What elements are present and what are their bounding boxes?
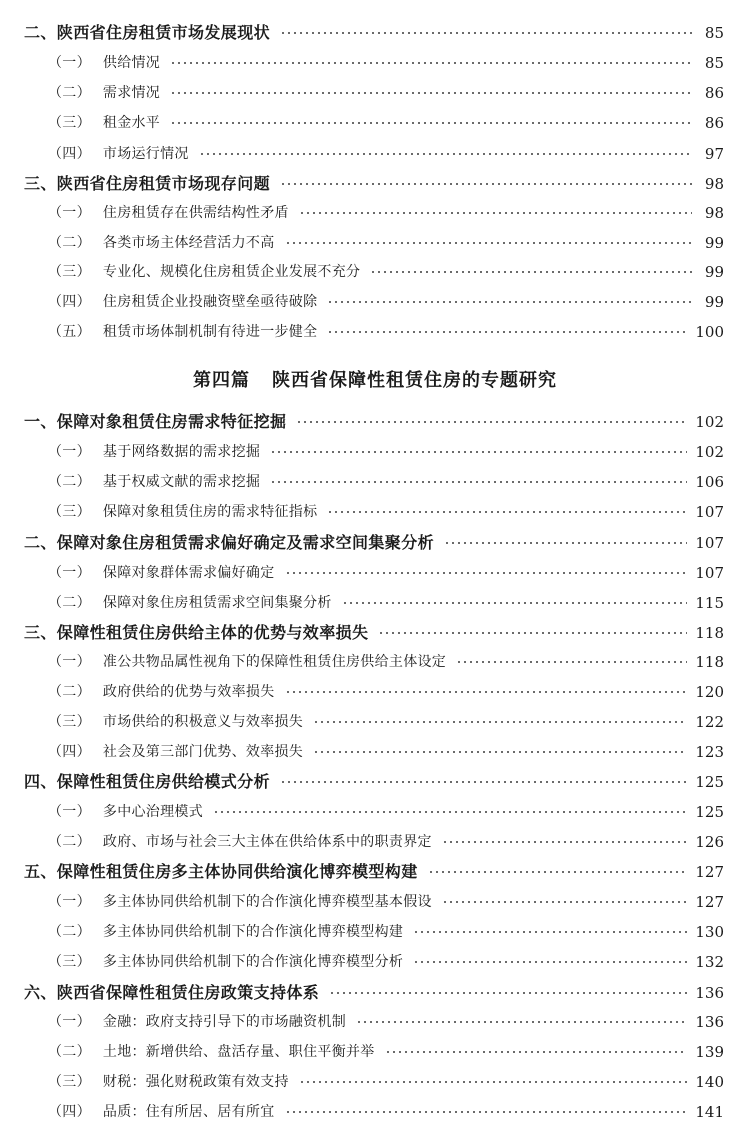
toc-section-entry[interactable] — [0, 111, 750, 135]
dot-leader — [296, 421, 687, 423]
entry-number: （三） — [48, 115, 91, 131]
dot-leader — [456, 661, 687, 663]
page-number: 141 — [695, 1103, 724, 1121]
entry-number: （二） — [48, 834, 91, 850]
entry-title — [48, 680, 275, 704]
entry-text: 二、陕西省住房租赁市场发展现状 — [24, 23, 271, 42]
entry-text: 三、保障性租赁住房供给主体的优势与效率损失 — [24, 623, 369, 642]
dot-leader — [413, 931, 687, 933]
page-number: 86 — [704, 114, 724, 132]
entry-number: （四） — [48, 294, 91, 310]
entry-text: 供给情况 — [102, 55, 161, 71]
entry-text: 需求情况 — [102, 85, 161, 101]
entry-text: 住房租赁存在供需结构性矛盾 — [102, 205, 289, 221]
page-number: 127 — [695, 863, 724, 881]
entry-title — [48, 1040, 375, 1064]
entry-text: 政府、市场与社会三大主体在供给体系中的职责界定 — [102, 834, 432, 850]
toc-section-entry[interactable] — [0, 1100, 750, 1124]
entry-title — [24, 21, 270, 45]
entry-text: 租赁市场体制机制有待进一步健全 — [102, 324, 318, 340]
entry-text: 金融：政府支持引导下的市场融资机制 — [102, 1014, 347, 1030]
dot-leader — [342, 602, 688, 604]
dot-leader — [280, 183, 692, 185]
entry-number: （一） — [48, 205, 91, 221]
dot-leader — [378, 632, 687, 634]
page-number: 130 — [695, 923, 724, 941]
entry-number: （二） — [48, 1044, 91, 1060]
entry-number: （二） — [48, 595, 91, 611]
entry-number: （一） — [48, 1014, 91, 1030]
toc-section-entry[interactable] — [0, 201, 750, 225]
toc-section-entry[interactable] — [0, 740, 750, 764]
entry-text: 基于网络数据的需求挖掘 — [102, 444, 261, 460]
entry-text: 社会及第三部门优势、效率损失 — [102, 744, 304, 760]
dot-leader — [213, 811, 687, 813]
entry-text: 保障对象住房租赁需求空间集聚分析 — [102, 595, 332, 611]
entry-text: 保障对象租赁住房的需求特征指标 — [102, 504, 318, 520]
entry-title — [24, 531, 434, 555]
toc-section-entry[interactable] — [0, 1070, 750, 1094]
entry-title — [48, 440, 260, 464]
entry-number: （五） — [48, 324, 91, 340]
entry-number: （一） — [48, 565, 91, 581]
entry-title — [24, 621, 368, 645]
toc-section-entry[interactable] — [0, 830, 750, 854]
entry-text: 基于权威文献的需求挖掘 — [102, 474, 261, 490]
entry-title — [48, 710, 303, 734]
page-number: 123 — [695, 743, 724, 761]
entry-title — [24, 410, 286, 434]
toc-section-entry[interactable] — [0, 650, 750, 674]
entry-number: （一） — [48, 654, 91, 670]
toc-section-entry[interactable] — [0, 950, 750, 974]
entry-text: 四、保障性租赁住房供给模式分析 — [24, 772, 271, 791]
entry-title — [24, 860, 418, 884]
dot-leader — [270, 451, 687, 453]
entry-title — [48, 800, 203, 824]
page-number: 99 — [704, 234, 724, 252]
dot-leader — [313, 721, 687, 723]
toc-section-entry[interactable] — [0, 260, 750, 284]
entry-title — [24, 770, 270, 794]
entry-text: 三、陕西省住房租赁市场现存问题 — [24, 174, 271, 193]
dot-leader — [327, 301, 692, 303]
entry-text: 市场运行情况 — [102, 146, 189, 162]
toc-section-entry[interactable] — [0, 470, 750, 494]
toc-section-entry[interactable] — [0, 290, 750, 314]
dot-leader — [280, 32, 692, 34]
entry-title — [48, 591, 332, 615]
toc-section-entry[interactable] — [0, 231, 750, 255]
page-number: 120 — [695, 683, 724, 701]
page-number: 115 — [695, 594, 724, 612]
entry-title — [48, 201, 289, 225]
dot-leader — [370, 271, 692, 273]
dot-leader — [428, 871, 688, 873]
toc-section-entry[interactable] — [0, 710, 750, 734]
page-number: 107 — [695, 534, 724, 552]
entry-text: 各类市场主体经营活力不高 — [102, 235, 275, 251]
dot-leader — [280, 781, 687, 783]
toc-section-entry[interactable] — [0, 440, 750, 464]
entry-text: 多主体协同供给机制下的合作演化博弈模型分析 — [102, 954, 404, 970]
entry-title — [48, 1010, 346, 1034]
entry-text: 财税：强化财税政策有效支持 — [102, 1074, 289, 1090]
entry-number: （三） — [48, 264, 91, 280]
page-number: 107 — [695, 503, 724, 521]
dot-leader — [170, 122, 692, 124]
dot-leader — [199, 153, 692, 155]
page-number: 118 — [695, 653, 724, 671]
page-number: 85 — [704, 54, 724, 72]
page-number: 97 — [704, 145, 724, 163]
toc-chapter-entry[interactable] — [0, 21, 750, 45]
page-number: 99 — [704, 293, 724, 311]
toc-section-entry[interactable] — [0, 500, 750, 524]
toc-section-entry[interactable] — [0, 320, 750, 344]
entry-title — [48, 1100, 275, 1124]
toc-section-entry[interactable] — [0, 561, 750, 585]
toc-section-entry[interactable] — [0, 890, 750, 914]
dot-leader — [327, 331, 687, 333]
toc-section-entry[interactable] — [0, 800, 750, 824]
dot-leader — [170, 92, 692, 94]
entry-number: （三） — [48, 1074, 91, 1090]
toc-chapter-entry[interactable] — [0, 981, 750, 1005]
entry-title — [48, 260, 360, 284]
entry-title — [24, 172, 270, 196]
entry-title — [48, 890, 432, 914]
toc-chapter-entry[interactable] — [0, 410, 750, 434]
dot-leader — [413, 961, 687, 963]
entry-number: （四） — [48, 744, 91, 760]
dot-leader — [313, 751, 687, 753]
dot-leader — [285, 691, 688, 693]
toc-section-entry[interactable] — [0, 1010, 750, 1034]
dot-leader — [299, 212, 692, 214]
entry-number: （二） — [48, 235, 91, 251]
page-number: 127 — [695, 893, 724, 911]
page-number: 86 — [704, 84, 724, 102]
toc-chapter-entry[interactable] — [0, 860, 750, 884]
dot-leader — [285, 1111, 688, 1113]
entry-title — [48, 290, 317, 314]
entry-title — [48, 231, 275, 255]
entry-text: 准公共物品属性视角下的保障性租赁住房供给主体设定 — [102, 654, 447, 670]
toc-section-entry[interactable] — [0, 51, 750, 75]
page-number: 85 — [704, 24, 724, 42]
part-heading-prefix: 第四篇 — [193, 370, 250, 391]
entry-text: 专业化、规模化住房租赁企业发展不充分 — [102, 264, 361, 280]
entry-number: （一） — [48, 444, 91, 460]
entry-number: （三） — [48, 954, 91, 970]
page-number: 118 — [695, 624, 724, 642]
page-number: 136 — [695, 1013, 724, 1031]
entry-text: 多中心治理模式 — [102, 804, 204, 820]
entry-title — [48, 650, 446, 674]
entry-number: （三） — [48, 714, 91, 730]
page-number: 122 — [695, 713, 724, 731]
page-number: 102 — [695, 443, 724, 461]
dot-leader — [285, 242, 692, 244]
entry-number: （三） — [48, 504, 91, 520]
dot-leader — [285, 572, 688, 574]
toc-section-entry[interactable] — [0, 81, 750, 105]
page-number: 98 — [704, 175, 724, 193]
page-number: 106 — [695, 473, 724, 491]
dot-leader — [270, 481, 687, 483]
entry-number: （一） — [48, 894, 91, 910]
entry-text: 保障对象群体需求偏好确定 — [102, 565, 275, 581]
part-heading — [0, 366, 750, 392]
toc-section-entry[interactable] — [0, 680, 750, 704]
dot-leader — [299, 1081, 688, 1083]
dot-leader — [329, 992, 687, 994]
entry-number: （二） — [48, 684, 91, 700]
page-number: 139 — [695, 1043, 724, 1061]
entry-number: （四） — [48, 146, 91, 162]
toc-section-entry[interactable] — [0, 1040, 750, 1064]
entry-title — [48, 51, 160, 75]
entry-title — [48, 111, 160, 135]
dot-leader — [442, 901, 688, 903]
entry-text: 六、陕西省保障性租赁住房政策支持体系 — [24, 983, 320, 1002]
dot-leader — [356, 1021, 687, 1023]
dot-leader — [442, 841, 688, 843]
entry-number: （一） — [48, 804, 91, 820]
dot-leader — [170, 62, 692, 64]
toc-chapter-entry[interactable] — [0, 770, 750, 794]
page-number: 98 — [704, 204, 724, 222]
page-number: 99 — [704, 263, 724, 281]
entry-text: 多主体协同供给机制下的合作演化博弈模型基本假设 — [102, 894, 432, 910]
entry-title — [48, 320, 317, 344]
entry-title — [48, 561, 275, 585]
entry-text: 租金水平 — [102, 115, 161, 131]
entry-text: 品质：住有所居、居有所宜 — [102, 1104, 275, 1120]
page-number: 125 — [695, 803, 724, 821]
dot-leader — [327, 511, 687, 513]
page-number: 136 — [695, 984, 724, 1002]
toc-chapter-entry[interactable] — [0, 172, 750, 196]
entry-title — [48, 470, 260, 494]
entry-text: 二、保障对象住房租赁需求偏好确定及需求空间集聚分析 — [24, 533, 435, 552]
entry-title — [48, 81, 160, 105]
page-number: 102 — [695, 413, 724, 431]
dot-leader — [444, 542, 687, 544]
entry-title — [48, 950, 403, 974]
entry-text: 五、保障性租赁住房多主体协同供给演化博弈模型构建 — [24, 862, 418, 881]
page-number: 107 — [695, 564, 724, 582]
toc-section-entry[interactable] — [0, 142, 750, 166]
entry-title — [48, 500, 317, 524]
entry-text: 市场供给的积极意义与效率损失 — [102, 714, 304, 730]
dot-leader — [385, 1051, 688, 1053]
toc-section-entry[interactable] — [0, 920, 750, 944]
entry-number: （四） — [48, 1104, 91, 1120]
entry-title — [24, 981, 319, 1005]
entry-title — [48, 830, 432, 854]
page-number: 132 — [695, 953, 724, 971]
entry-title — [48, 1070, 289, 1094]
entry-text: 土地：新增供给、盘活存量、职住平衡并举 — [102, 1044, 375, 1060]
toc-chapter-entry[interactable] — [0, 531, 750, 555]
entry-text: 一、保障对象租赁住房需求特征挖掘 — [24, 412, 287, 431]
entry-number: （二） — [48, 924, 91, 940]
entry-title — [48, 142, 189, 166]
entry-text: 住房租赁企业投融资壁垒亟待破除 — [102, 294, 318, 310]
toc-section-entry[interactable] — [0, 591, 750, 615]
part-heading-title: 陕西省保障性租赁住房的专题研究 — [272, 370, 557, 391]
entry-number: （一） — [48, 55, 91, 71]
entry-title — [48, 740, 303, 764]
page-number: 100 — [695, 323, 724, 341]
page-number: 140 — [695, 1073, 724, 1091]
entry-text: 多主体协同供给机制下的合作演化博弈模型构建 — [102, 924, 404, 940]
toc-chapter-entry[interactable] — [0, 621, 750, 645]
page-number: 125 — [695, 773, 724, 791]
entry-text: 政府供给的优势与效率损失 — [102, 684, 275, 700]
entry-title — [48, 920, 403, 944]
entry-number: （二） — [48, 85, 91, 101]
entry-number: （二） — [48, 474, 91, 490]
page-number: 126 — [695, 833, 724, 851]
